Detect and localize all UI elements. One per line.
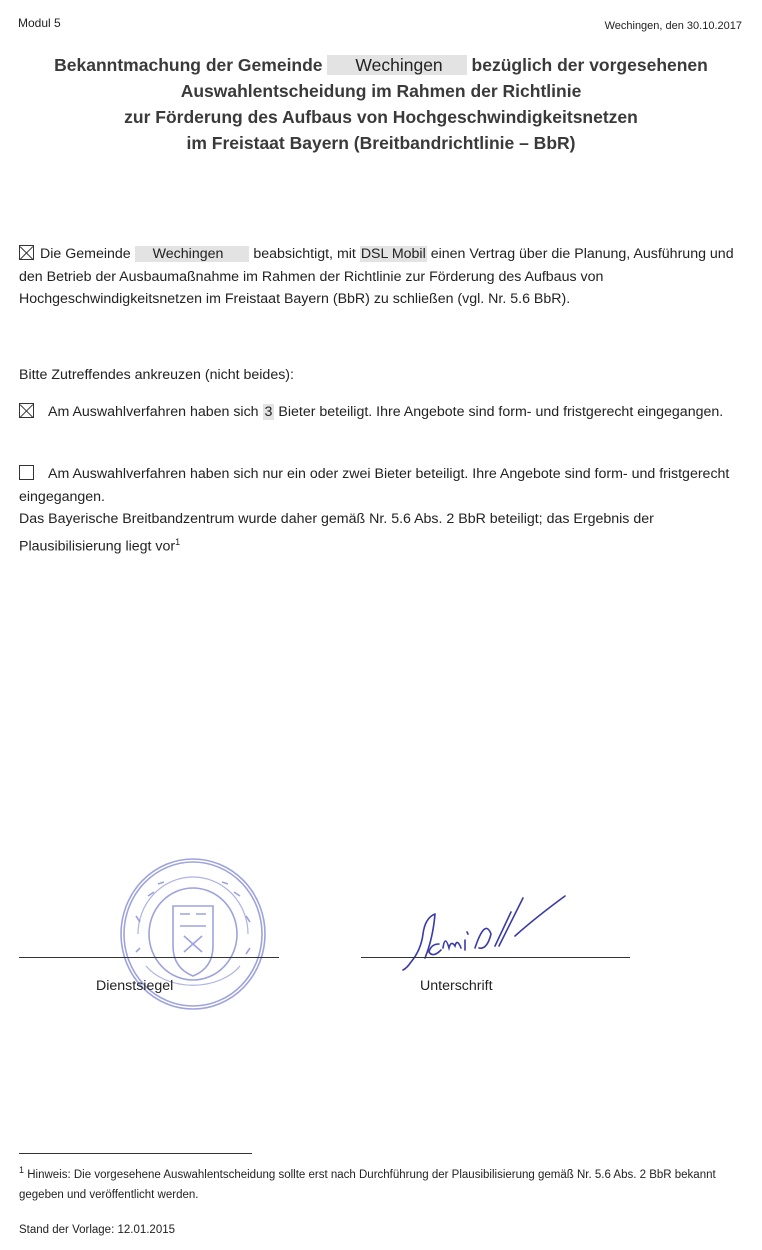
footnote-text: Hinweis: Die vorgesehene Auswahlentscheidung sollte erst nach Durchführung der Plausibilisierung gemäß Nr. 5.6 Abs. 2 BbR bekannt gegeben und veröffentlicht werden. — [19, 1168, 716, 1201]
option-one-post: Bieter beteiligt. Ihre Angebote sind form- und fristgerecht eingegangen. — [278, 404, 724, 420]
footnote — [19, 1160, 739, 1205]
option-one-checkbox[interactable] — [19, 403, 34, 418]
module-label: Modul 5 — [18, 16, 61, 30]
footnote-ref: 1 — [175, 536, 181, 547]
intro-pre: Die Gemeinde — [40, 246, 131, 262]
title-line1-pre: Bekanntmachung der Gemeinde — [54, 55, 323, 75]
document-title — [0, 52, 762, 156]
title-line3: zur Förderung des Aufbaus von Hochgeschwindigkeitsnetzen — [124, 107, 638, 127]
option-two — [19, 463, 745, 558]
intro-mid: beabsichtigt, mit — [253, 246, 356, 262]
instruction-text: Bitte Zutreffendes ankreuzen (nicht beides): — [19, 367, 294, 383]
intro-municipality-field: Wechingen — [135, 246, 250, 262]
title-line1-post: bezüglich der vorgesehenen — [471, 55, 708, 75]
handwritten-signature — [395, 888, 575, 974]
intro-post: einen Vertrag über die Planung, Ausführung und den Betrieb der Ausbaumaßnahme im Rahmen der Richtlinie zur Förderung des Aufbaus von Hochgeschwindigkeitsnetzen im Freistaat Bayern (BbR) zu schließen (vgl. Nr. 5.6 BbR). — [19, 246, 734, 307]
option-one — [19, 401, 745, 424]
title-municipality-field: Wechingen — [327, 55, 466, 75]
title-line2: Auswahlentscheidung im Rahmen der Richtlinie — [180, 81, 582, 101]
option-two-line1: Am Auswahlverfahren haben sich nur ein oder zwei Bieter beteiligt. Ihre Angebote sind form- und fristgerecht eingegangen. — [19, 466, 730, 505]
option-two-line2: Das Bayerische Breitbandzentrum wurde daher gemäß Nr. 5.6 Abs. 2 BbR beteiligt; das Ergebnis der Plausibilisierung liegt vor — [19, 511, 654, 555]
option-one-pre: Am Auswahlverfahren haben sich — [48, 404, 259, 420]
template-version: Stand der Vorlage: 12.01.2015 — [19, 1224, 176, 1236]
provider-field: DSL Mobil — [360, 246, 426, 262]
place-date: Wechingen, den 30.10.2017 — [604, 20, 742, 32]
footnote-separator — [19, 1153, 252, 1154]
option-two-checkbox[interactable] — [19, 465, 34, 480]
signature-label: Unterschrift — [420, 978, 493, 994]
signature-line — [361, 957, 630, 958]
intro-checkbox[interactable] — [19, 245, 34, 260]
title-line4: im Freistaat Bayern (Breitbandrichtlinie – BbR) — [186, 133, 576, 153]
seal-line — [19, 957, 279, 958]
bidder-count-field: 3 — [264, 404, 273, 420]
intro-paragraph — [19, 243, 745, 311]
footnote-number: 1 — [19, 1165, 25, 1175]
seal-label: Dienstsiegel — [96, 978, 174, 994]
